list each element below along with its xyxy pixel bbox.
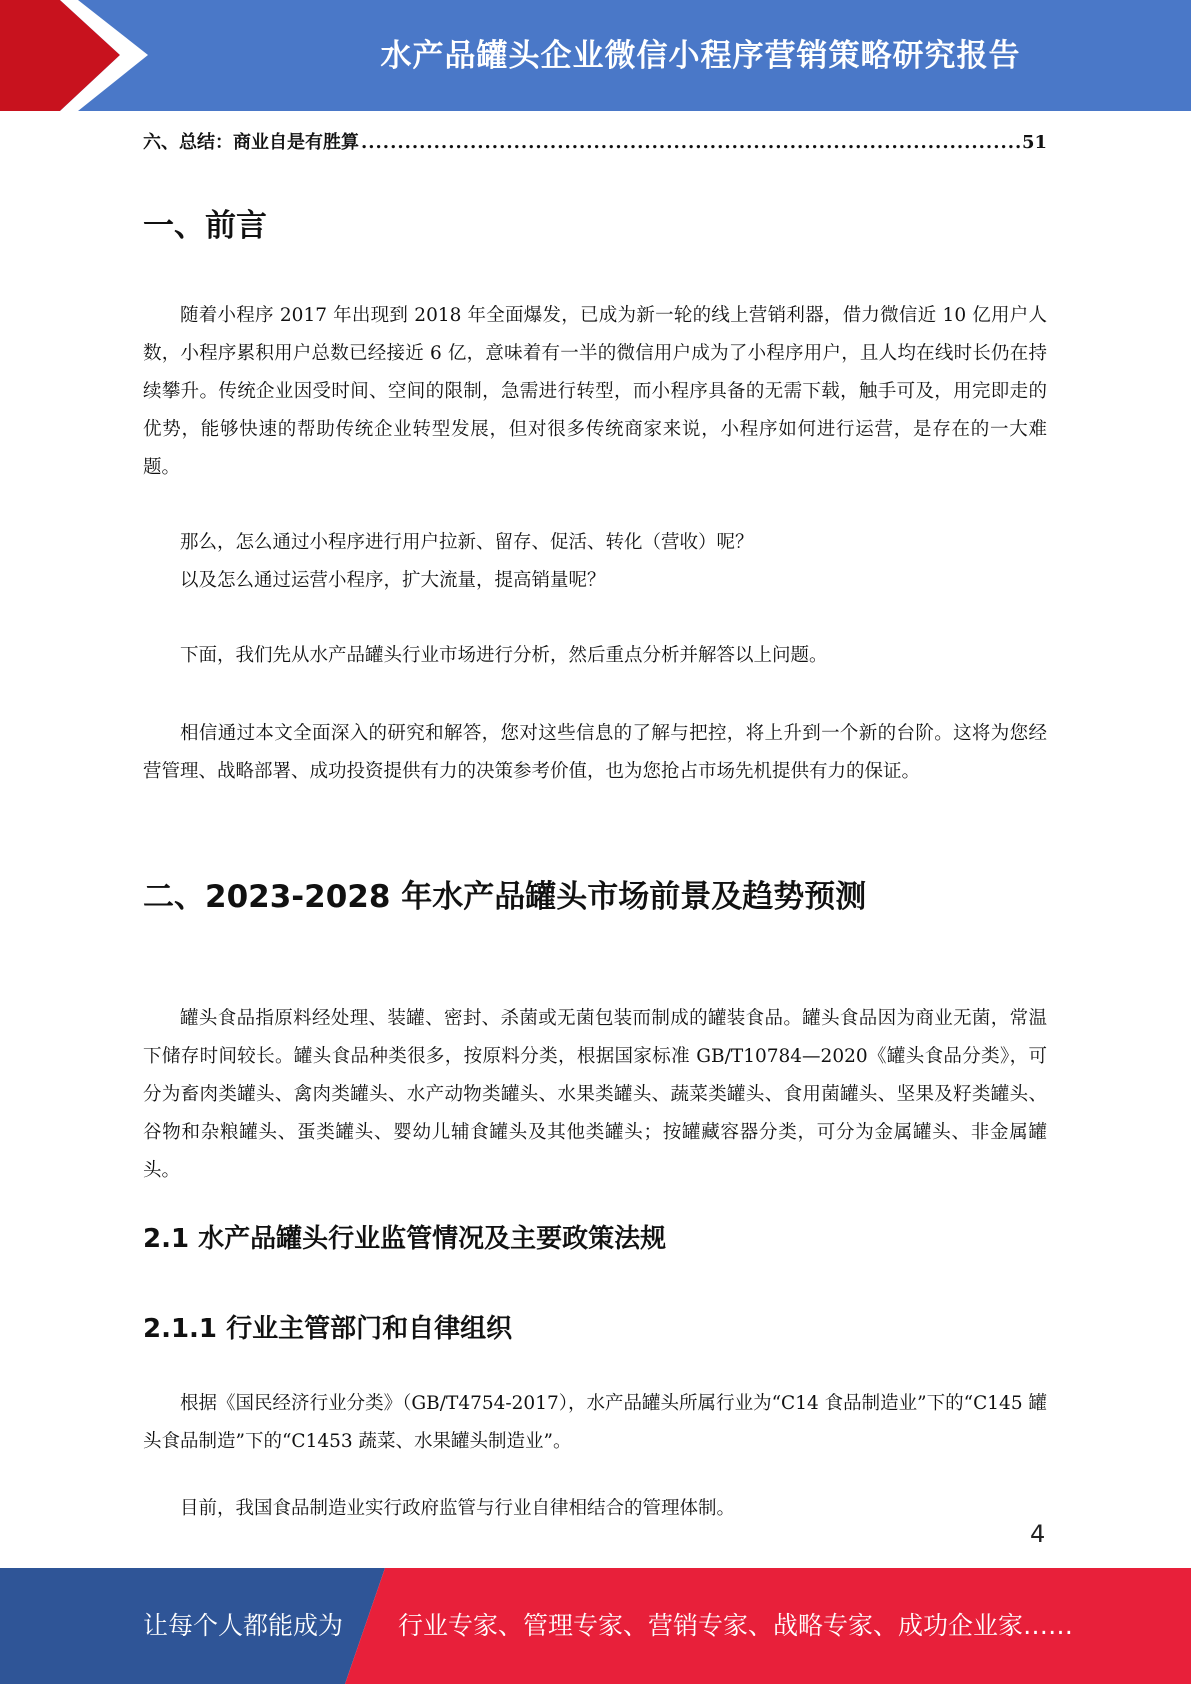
page-header (0, 0, 1191, 111)
page-number: 4 (1030, 1520, 1046, 1548)
header-chevron-icon (0, 0, 160, 111)
paragraph: 目前，我国食品制造业实行政府监管与行业自律相结合的管理体制。 (180, 1498, 736, 1519)
paragraph: 下面，我们先从水产品罐头行业市场进行分析，然后重点分析并解答以上问题。 (180, 645, 828, 666)
section-heading-forecast: 二、2023-2028 年水产品罐头市场前景及趋势预测 (143, 879, 867, 915)
toc-entry-label: 六、总结：商业自是有胜算 (143, 132, 359, 153)
paragraph: 相信通过本文全面深入的研究和解答，您对这些信息的了解与把控，将上升到一个新的台阶。这将为您经营管理、战略部署、成功投资提供有力的决策参考价值，也为您抢占市场先机提供有力的保证。 (143, 723, 1047, 782)
report-title: 水产品罐头企业微信小程序营销策略研究报告 (380, 37, 1021, 74)
footer-slogan-right: 行业专家、管理专家、营销专家、战略专家、成功企业家…… (398, 1611, 1074, 1640)
paragraph: 根据《国民经济行业分类》（GB/T4754-2017），水产品罐头所属行业为“C14 食品制造业”下的“C145 罐头食品制造”下的“C1453 蔬菜、水果罐头制造业”。 (143, 1393, 1047, 1452)
section-heading-preface: 一、前言 (143, 208, 267, 244)
paragraph: 那么，怎么通过小程序进行用户拉新、留存、促活、转化（营收）呢？ (180, 532, 754, 553)
paragraph: 以及怎么通过运营小程序，扩大流量，提高销量呢？ (180, 570, 606, 591)
subsubsection-heading: 2.1.1 行业主管部门和自律组织 (143, 1314, 513, 1344)
toc-entry-page: 51 (1021, 132, 1047, 153)
subsection-heading: 2.1 水产品罐头行业监管情况及主要政策法规 (143, 1224, 667, 1254)
page-footer (0, 1568, 1191, 1684)
paragraph: 随着小程序 2017 年出现到 2018 年全面爆发，已成为新一轮的线上营销利器，借力微信近 10 亿用户人数，小程序累积用户总数已经接近 6 亿，意味着有一半的微信用户成为了小程序用户，且人均在线时长仍在持续攀升。传统企业因受时间、空间的限制，急需进行转型，而小程序具备的无需下载，触手可及，用完即走的优势，能够快速的帮助传统企业转型发展，但对很多传统商家来说，小程序如何进行运营，是存在的一大难题。 (143, 305, 1047, 478)
paragraph: 罐头食品指原料经处理、装罐、密封、杀菌或无菌包装而制成的罐装食品。罐头食品因为商业无菌，常温下储存时间较长。罐头食品种类很多，按原料分类，根据国家标准 GB/T10784—2020《罐头食品分类》，可分为畜肉类罐头、禽肉类罐头、水产动物类罐头、水果类罐头、蔬菜类罐头、食用菌罐头、坚果及籽类罐头、谷物和杂粮罐头、蛋类罐头、婴幼儿辅食罐头及其他类罐头；按罐藏容器分类，可分为金属罐头、非金属罐头。 (143, 1008, 1047, 1181)
footer-slogan-left: 让每个人都能成为 (143, 1611, 344, 1640)
toc-entry[interactable] (143, 128, 1047, 158)
toc-leader-dots (361, 132, 1020, 153)
